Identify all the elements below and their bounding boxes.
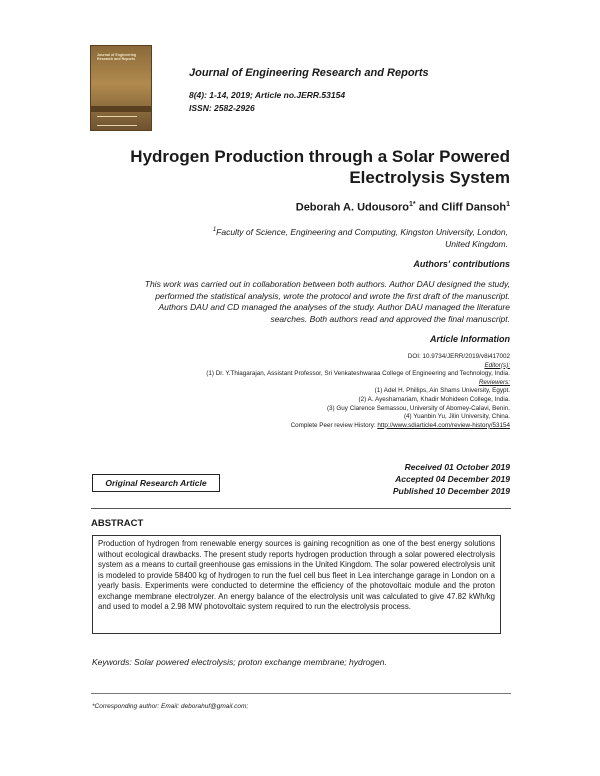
contributions-text <box>90 279 510 325</box>
journal-cover-image <box>91 46 151 130</box>
reviewer-entry: (4) Yuanbin Yu, Jilin University, China. <box>403 413 510 421</box>
review-history-label: Complete Peer review History: <box>290 421 378 429</box>
cover-decoration <box>97 116 137 126</box>
author-affiliation-mark: 1 <box>506 201 510 208</box>
article-info-heading: Article Information <box>429 334 510 344</box>
contributions-line: performed the statistical analysis, wrote the protocol and wrote the first draft of the manuscript. <box>155 290 510 301</box>
review-history-link[interactable]: http://www.sdiarticle4.com/review-history/53154 <box>377 421 510 429</box>
article-type-badge: Original Research Article <box>92 474 220 492</box>
affiliation-mark: 1 <box>212 227 217 233</box>
author-list <box>296 201 510 214</box>
abstract-heading: ABSTRACT <box>91 518 144 529</box>
doi: DOI: 10.9734/JERR/2019/v8i417002 <box>407 353 510 360</box>
published-date: Published 10 December 2019 <box>392 486 510 496</box>
article-title-line-1: Hydrogen Production through a Solar Powered <box>130 147 510 166</box>
journal-name: Journal of Engineering Research and Reports <box>189 67 429 79</box>
contributions-line: This work was carried out in collaboration between both authors. Author DAU designed the study, <box>144 279 510 289</box>
affiliation-line-1: Faculty of Science, Engineering and Computing, Kingston University, London, <box>216 226 508 237</box>
author-affiliation-mark: 1* <box>409 201 416 208</box>
reviewers-label: Reviewers: <box>478 378 510 386</box>
footnote-divider <box>91 693 511 694</box>
volume-info: 8(4): 1-14, 2019; Article no.JERR.53154 <box>189 90 346 100</box>
editor-label: Editor(s): <box>484 361 510 369</box>
affiliation-line-2: United Kingdom. <box>445 238 508 249</box>
keywords: Keywords: Solar powered electrolysis; proton exchange membrane; hydrogen. <box>92 657 387 667</box>
article-title <box>50 146 510 188</box>
affiliation <box>178 224 508 250</box>
reviewer-entry: (3) Guy Clarence Semassou, University of Abomey-Calavi, Benin. <box>326 404 510 412</box>
contributions-line: searches. Both authors read and approved the final manuscript. <box>270 313 510 324</box>
article-info <box>50 353 510 430</box>
received-date: Received 01 October 2019 <box>404 462 510 472</box>
corresponding-author: *Corresponding author: Email: deborahuf@gmail.com; <box>92 703 249 710</box>
accepted-date: Accepted 04 December 2019 <box>395 474 510 484</box>
review-history <box>50 422 510 431</box>
reviewer-entry: (1) Adel H. Phillips, Ain Shams University, Egypt. <box>374 387 510 395</box>
article-title-line-2: Electrolysis System <box>349 168 510 187</box>
reviewer-entry: (2) A. Ayeshamariam, Khadir Mohideen College, India. <box>358 395 510 403</box>
author-name: Deborah A. Udousoro <box>295 201 410 214</box>
editor-entry: (1) Dr. Y.Thiagarajan, Assistant Professor, Sri Venkateshwaraa College of Engineering and Technology, India. <box>206 370 510 378</box>
abstract-text: Production of hydrogen from renewable energy sources is gaining recognition as one of the best energy solutions without ecological drawbacks. The present study reports hydrogen production through a solar powered electrolysis system as a means to curtail greenhouse gas emissions in the United Kingdom. The solar powered electrolysis unit is modeled to provide 58400 kg of hydrogen to run the fuel cell bus fleet in Lea interchange garage in London on a yearly basis. Experiments were conducted to determine the efficiency of the photovoltaic module and the proton exchange membrane electrolyzer. An energy balance of the electrolysis unit was calculated to give 47.82 kWh/kg and used to model a 2.98 MW photovoltaic system required to run the electrolysis process. <box>92 535 501 634</box>
author-name: Cliff Dansoh <box>441 201 507 214</box>
contributions-heading: Authors' contributions <box>413 259 510 269</box>
publication-dates <box>393 461 510 497</box>
issn: ISSN: 2582-2926 <box>189 103 255 113</box>
contributions-line: Authors DAU and CD managed the analyses of the study. Author DAU managed the literature <box>158 302 510 312</box>
author-separator: and <box>415 201 442 214</box>
section-divider <box>91 508 511 509</box>
cover-title: Journal of Engineering Research and Reports <box>97 53 137 62</box>
cover-band <box>91 106 151 112</box>
